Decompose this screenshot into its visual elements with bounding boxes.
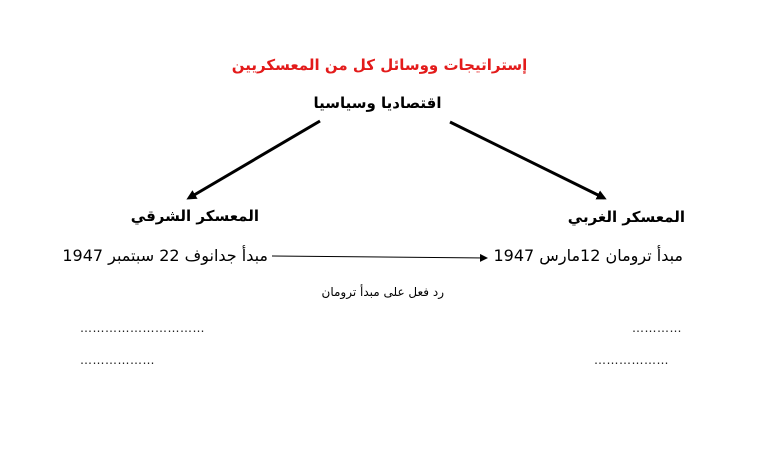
east-blank-line-1: ………………………… <box>80 321 205 335</box>
east-camp-heading: المعسكر الشرقي <box>130 207 259 225</box>
reaction-arrow <box>272 256 487 258</box>
west-blank-line-2: ……………… <box>594 353 669 367</box>
arrow-to-east-camp <box>189 121 320 198</box>
east-blank-line-2: ……………… <box>80 353 155 367</box>
west-camp-heading: المعسكر الغربي <box>567 208 685 226</box>
zhdanov-doctrine-label: مبدأ جدانوف 22 سبتمبر 1947 <box>62 246 268 265</box>
west-blank-line-1: ………… <box>632 321 682 335</box>
truman-doctrine-label: مبدأ ترومان 12مارس 1947 <box>493 246 683 265</box>
arrow-to-west-camp <box>450 122 604 198</box>
diagram-title: إستراتيجات ووسائل كل من المعسكريين <box>231 56 528 74</box>
diagram-subtitle: اقتصاديا وسياسيا <box>313 94 442 112</box>
reaction-label: رد فعل على مبدأ ترومان <box>321 285 444 299</box>
